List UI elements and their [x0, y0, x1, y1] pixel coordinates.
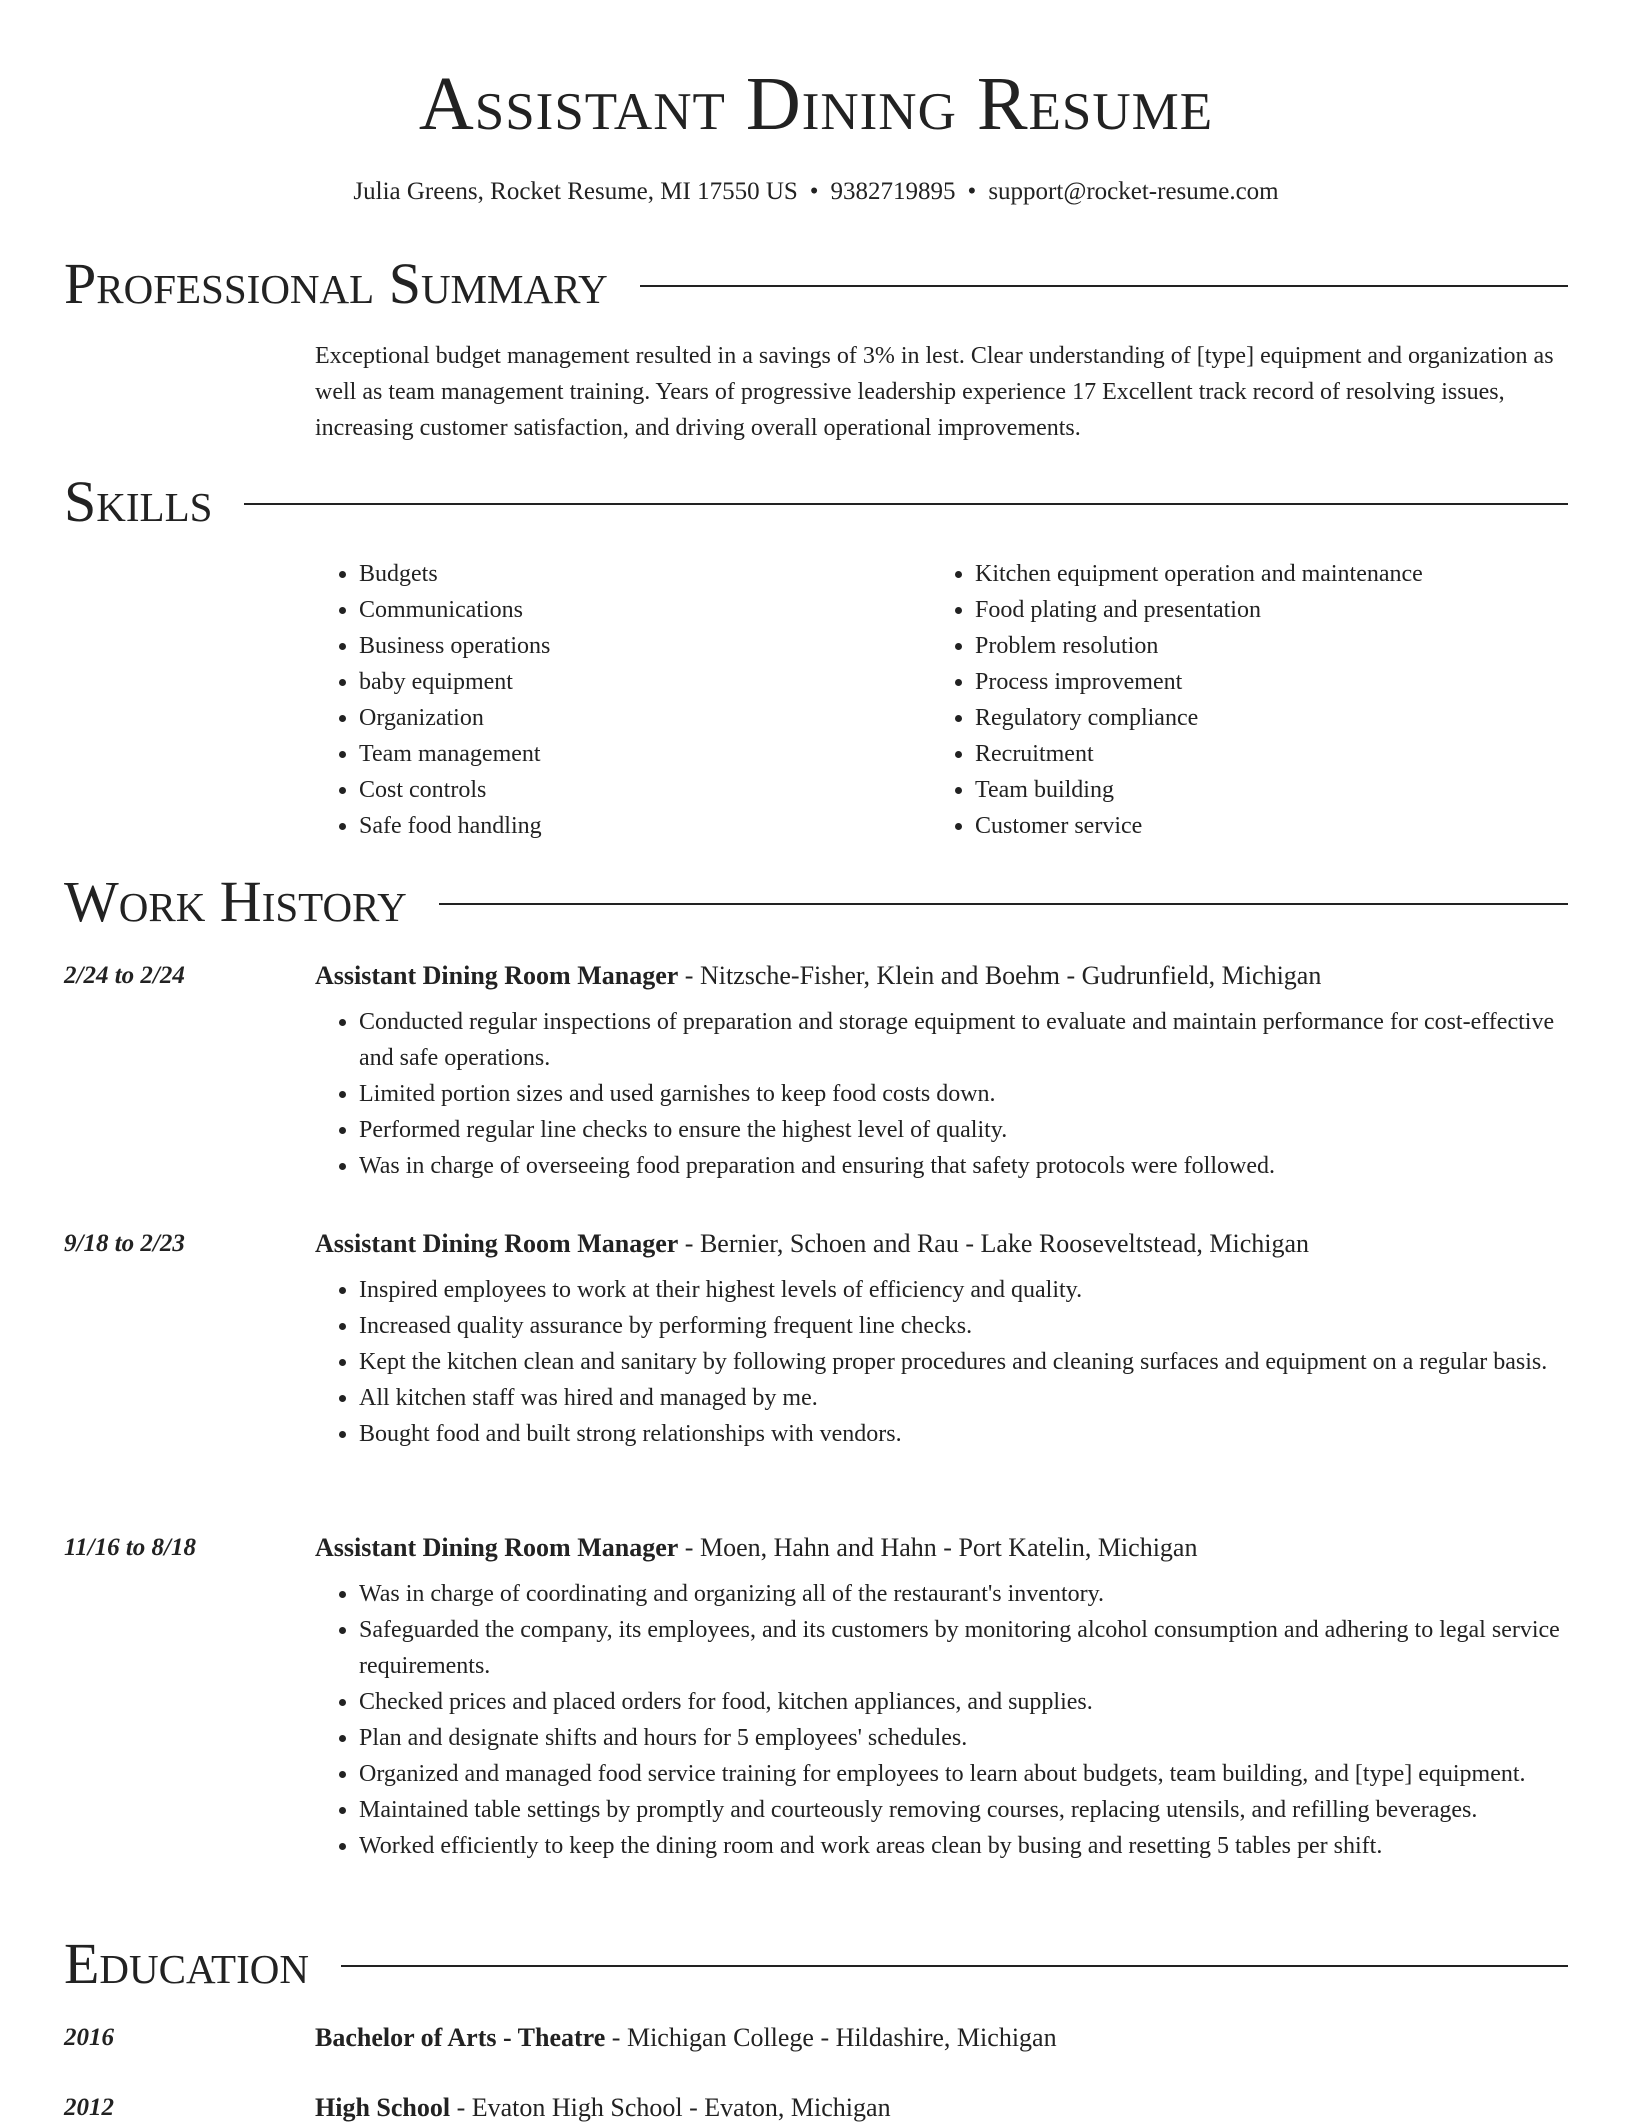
skill-item: • Business operations	[359, 628, 931, 664]
contact-email: support@rocket-resume.com	[988, 178, 1279, 205]
skill-item: • Cost controls	[359, 772, 931, 808]
contact-separator: •	[967, 178, 977, 205]
education-date: 2016	[64, 2024, 114, 2051]
work-heading	[315, 960, 1321, 992]
skill-item: • Team building	[975, 772, 1547, 808]
education-heading	[315, 2092, 891, 2124]
work-bullet: • Inspired employees to work at their highest levels of efficiency and quality.	[359, 1272, 1568, 1308]
skills-column-left	[315, 556, 931, 844]
work-bullet: • Was in charge of overseeing food preparation and ensuring that safety protocols were followed.	[359, 1148, 1568, 1184]
work-bullet: • Maintained table settings by promptly and courteously removing courses, replacing utensils, and refilling beverages.	[359, 1792, 1568, 1828]
skill-item: • Communications	[359, 592, 931, 628]
work-bullet: • Bought food and built strong relationships with vendors.	[359, 1416, 1568, 1452]
education-degree: Bachelor of Arts - Theatre	[315, 2023, 606, 2052]
skill-item: • Process improvement	[975, 664, 1547, 700]
skill-item: • Budgets	[359, 556, 931, 592]
work-date: 2/24 to 2/24	[64, 962, 185, 989]
work-bullet: • Was in charge of coordinating and organizing all of the restaurant's inventory.	[359, 1576, 1568, 1612]
contact-address: Julia Greens, Rocket Resume, MI 17550 US	[353, 178, 798, 205]
skill-item: • baby equipment	[359, 664, 931, 700]
work-date: 9/18 to 2/23	[64, 1230, 185, 1257]
summary-section-title: Professional Summary	[64, 251, 608, 316]
work-heading	[315, 1532, 1197, 1564]
contact-separator: •	[809, 178, 819, 205]
work-bullet: • Safeguarded the company, its employees, and its customers by monitoring alcohol consumption and adhering to legal service requirements.	[359, 1612, 1568, 1684]
work-title: Assistant Dining Room Manager	[315, 1533, 679, 1562]
education-details: - Michigan College - Hildashire, Michigan	[605, 2023, 1057, 2052]
work-bullet: • Performed regular line checks to ensure the highest level of quality.	[359, 1112, 1568, 1148]
skill-item: • Recruitment	[975, 736, 1547, 772]
work-bullet: • Limited portion sizes and used garnishes to keep food costs down.	[359, 1076, 1568, 1112]
skill-item: • Safe food handling	[359, 808, 931, 844]
work-details: - Bernier, Schoen and Rau - Lake Rooseveltstead, Michigan	[678, 1229, 1310, 1258]
work-bullets	[315, 1004, 1568, 1184]
work-bullets	[315, 1576, 1568, 1864]
work-bullet: • Kept the kitchen clean and sanitary by following proper procedures and cleaning surfaces and equipment on a regular basis.	[359, 1344, 1568, 1380]
section-divider	[341, 1965, 1568, 1967]
skill-item: • Team management	[359, 736, 931, 772]
work-details: - Moen, Hahn and Hahn - Port Katelin, Michigan	[678, 1533, 1198, 1562]
work-title: Assistant Dining Room Manager	[315, 961, 679, 990]
work-bullet: • Worked efficiently to keep the dining room and work areas clean by busing and resetting 5 tables per shift.	[359, 1828, 1568, 1864]
education-section-header	[64, 1932, 1568, 1996]
skills-section-title: Skills	[64, 469, 213, 534]
education-heading	[315, 2022, 1057, 2054]
contact-phone: 9382719895	[830, 178, 956, 205]
section-divider	[640, 285, 1568, 287]
resume-title: Assistant Dining Resume	[418, 62, 1214, 146]
education-section-title: Education	[64, 1931, 309, 1996]
work-heading	[315, 1228, 1309, 1260]
work-bullet: • Checked prices and placed orders for food, kitchen appliances, and supplies.	[359, 1684, 1568, 1720]
work-details: - Nitzsche-Fisher, Klein and Boehm - Gudrunfield, Michigan	[678, 961, 1322, 990]
summary-text: Exceptional budget management resulted in a savings of 3% in lest. Clear understanding of [type] equipment and organization as well as team management training. Years of progressive leadership experience 17 Excellent track record of resolving issues, increasing customer satisfaction, and driving overall operational improvements.	[315, 343, 1554, 441]
skill-item: • Food plating and presentation	[975, 592, 1547, 628]
contact-line	[0, 176, 1632, 208]
work-bullet: • Plan and designate shifts and hours for 5 employees' schedules.	[359, 1720, 1568, 1756]
skills-section-header	[64, 470, 1568, 534]
work-title: Assistant Dining Room Manager	[315, 1229, 679, 1258]
section-divider	[439, 903, 1568, 905]
skill-item: • Kitchen equipment operation and maintenance	[975, 556, 1547, 592]
skills-column-right	[931, 556, 1547, 844]
work-section-header	[64, 870, 1568, 934]
skill-item: • Organization	[359, 700, 931, 736]
skill-item: • Regulatory compliance	[975, 700, 1547, 736]
work-bullets	[315, 1272, 1568, 1452]
skill-item: • Problem resolution	[975, 628, 1547, 664]
education-details: - Evaton High School - Evaton, Michigan	[450, 2093, 891, 2122]
work-bullet: • Conducted regular inspections of preparation and storage equipment to evaluate and maintain performance for cost-effective and safe operations.	[359, 1004, 1568, 1076]
work-bullet: • Organized and managed food service training for employees to learn about budgets, team building, and [type] equipment.	[359, 1756, 1568, 1792]
education-degree: High School	[315, 2093, 451, 2122]
summary-section-header	[64, 252, 1568, 316]
work-section-title: Work History	[64, 869, 407, 934]
work-bullet: • Increased quality assurance by performing frequent line checks.	[359, 1308, 1568, 1344]
work-bullet: • All kitchen staff was hired and managed by me.	[359, 1380, 1568, 1416]
section-divider	[244, 503, 1568, 505]
education-date: 2012	[64, 2094, 114, 2121]
skills-list	[315, 556, 1575, 844]
skill-item: • Customer service	[975, 808, 1547, 844]
work-date: 11/16 to 8/18	[64, 1534, 196, 1561]
